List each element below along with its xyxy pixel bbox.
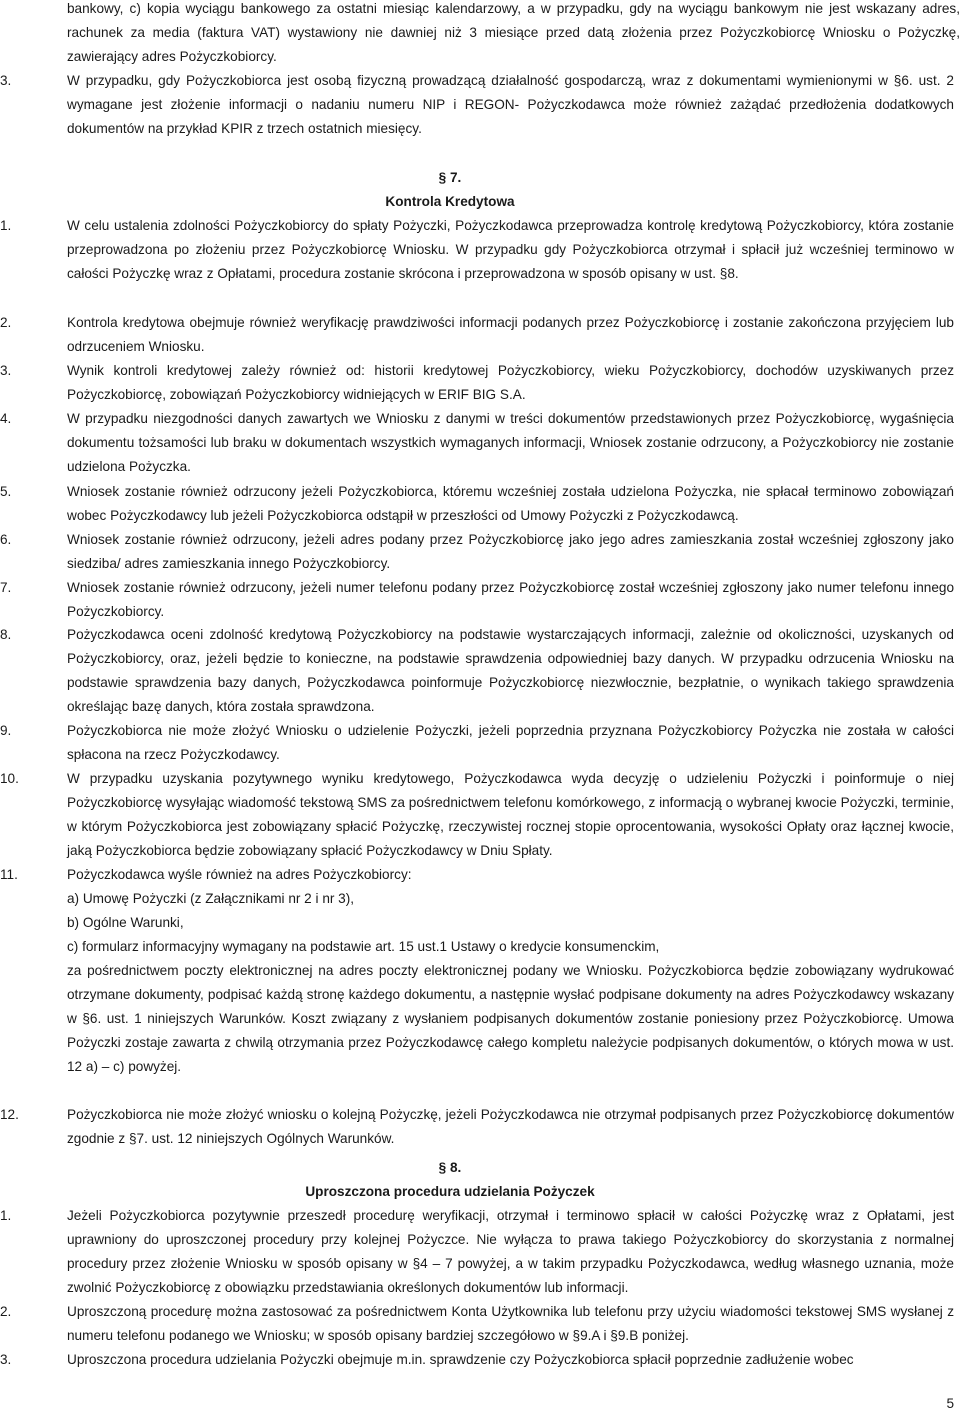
item-text: Wniosek zostanie również odrzucony jeżeli Pożyczkobiorca, któremu wcześniej została udzielona Pożyczka, nie spłacał terminowo zobowiązań wobec Pożyczkodawcy lub jeżeli Pożyczkobiorca odstąpił w przeszłości od Umowy Pożyczki z Pożyczkodawcą. xyxy=(67,484,954,523)
item-line: c) formularz informacyjny wymagany na podstawie art. 15 ust.1 Ustawy o kredycie konsumenckim, xyxy=(67,939,660,954)
item-number: 10. xyxy=(0,771,19,786)
item-number: 1. xyxy=(0,1208,12,1223)
item-text: Uproszczona procedura udzielania Pożyczki obejmuje m.in. sprawdzenie czy Pożyczkobiorca spłacił poprzednie zadłużenie wobec xyxy=(67,1352,854,1367)
section-title: Kontrola Kredytowa xyxy=(385,194,515,209)
item-text: Wniosek zostanie również odrzucony, jeżeli numer telefonu podany przez Pożyczkobiorcę został wcześniej zgłoszony jako numer telefonu innego Pożyczkobiorcy. xyxy=(67,580,954,619)
item-text: Pożyczkobiorca nie może złożyć Wniosku o udzielenie Pożyczki, jeżeli poprzednia przyznana Pożyczkobiorcy Pożyczka nie została w całości spłacona na rzecz Pożyczkodawcy. xyxy=(67,723,954,762)
item-number: 2. xyxy=(0,315,12,330)
section-number: § 8. xyxy=(438,1160,462,1175)
item-text: Pożyczkobiorca nie może złożyć wniosku o kolejną Pożyczkę, jeżeli Pożyczkodawca nie otrzymał podpisanych przez Pożyczkobiorcę dokumentów zgodnie z §7. ust. 12 niniejszych Ogólnych Warunków. xyxy=(67,1107,954,1146)
item-number: 11. xyxy=(0,867,18,882)
item-number: 1. xyxy=(0,218,12,233)
item-number: 4. xyxy=(0,411,12,426)
item-paragraph: za pośrednictwem poczty elektronicznej na adres poczty elektronicznej podany we Wniosku. Pożyczkobiorca będzie zobowiązany wydrukować otrzymane dokumenty, podpisać każdą stronę każdego dokumentu, a następnie wysłać podpisane dokumenty na adres Pożyczkodawcy wskazany w §6. ust. 1 niniejszych Warunków. Koszt związany z wysłaniem podpisanych dokumentów zostanie poniesiony przez Pożyczkobiorcę. Umowa Pożyczki zostaje zawarta z chwilą otrzymania przez Pożyczkodawcę całego kompletu należycie podpisanych dokumentów, o których mowa w ust. 12 a) – c) powyżej. xyxy=(67,963,954,1074)
item-text: W przypadku uzyskania pozytywnego wyniku kredytowego, Pożyczkodawca wyda decyzję o udzieleniu Pożyczki i poinformuje o niej Pożyczkobiorcę wysyłając wiadomość tekstową SMS za pośrednictwem telefonu komórkowego, z informacją o wybranej kwocie Pożyczki, terminie, w którym Pożyczkobiorca jest zobowiązany spłacić Pożyczkę, rzeczywistej rocznej stopie oprocentowania, wysokości Opłaty oraz łącznej kwocie, jaką Pożyczkobiorca będzie zobowiązany spłacić Pożyczkodawcy w Dniu Spłaty. xyxy=(67,771,954,858)
item-line: Pożyczkodawca wyśle również na adres Pożyczkobiorcy: xyxy=(67,867,412,882)
item-text: Wniosek zostanie również odrzucony, jeżeli adres podany przez Pożyczkobiorcę jako jego adres zamieszkania został wcześniej zgłoszony jako siedziba/ adres zamieszkania innego Pożyczkobiorcy. xyxy=(67,532,954,571)
item-line: b) Ogólne Warunki, xyxy=(67,915,184,930)
item-text: Wynik kontroli kredytowej zależy również od: historii kredytowej Pożyczkobiorcy, wieku Pożyczkobiorcy, dochodów uzyskiwanych przez Pożyczkobiorcę, zobowiązań Pożyczkobiorcy widniejących w ERIF BIG S.A. xyxy=(67,363,954,402)
paragraph-text: bankowy, c) kopia wyciągu bankowego za ostatni miesiąc kalendarzowy, a w przypadku, gdy na wyciągu bankowym nie jest wskazany adres, rachunek za media (faktura VAT) wystawiony nie dawniej niż 3 miesiące przed datą złożenia przez Pożyczkobiorcę Wniosku o Pożyczkę, zawierający adres Pożyczkobiorcy. xyxy=(67,1,960,64)
item-number: 3. xyxy=(0,73,12,88)
page-number: 5 xyxy=(946,1396,954,1411)
item-text: W przypadku niezgodności danych zawartych we Wniosku z danymi w treści dokumentów przedstawionych przez Pożyczkobiorcę, wygaśnięcia dokumentu tożsamości lub braku w dokumentach wszystkich wymaganych informacji, Wniosek zostanie odrzucony, a Pożyczkobiorcy nie zostanie udzielona Pożyczka. xyxy=(67,411,954,474)
item-text: W celu ustalenia zdolności Pożyczkobiorcy do spłaty Pożyczki, Pożyczkodawca przeprowadza kontrolę kredytową Pożyczkobiorcy, która zostanie przeprowadzona po złożeniu przez Pożyczkobiorcę Wniosku. W przypadku gdy Pożyczkobiorca otrzymał i spłacił już wcześniej terminowo w całości Pożyczkę wraz z Opłatami, procedura zostanie skrócona i przeprowadzona w sposób opisany w ust. §8. xyxy=(67,218,954,281)
section-title: Uproszczona procedura udzielania Pożyczek xyxy=(305,1184,595,1199)
item-text: Jeżeli Pożyczkobiorca pozytywnie przeszedł procedurę weryfikacji, otrzymał i terminowo spłacił w całości Pożyczkę wraz z Opłatami, jest uprawniony do uproszczonej procedury przy kolejnej Pożyczce. Nie wyłącza to prawa takiego Pożyczkobiorcy do skorzystania z normalnej procedury przez złożenie Wniosku w sposób opisany w §4 – 7 powyżej, a w takim przypadku Pożyczkodawca, według własnego uznania, może zwolnić Pożyczkobiorcę z obowiązku przedstawiania określonych dokumentów lub informacji. xyxy=(67,1208,954,1295)
item-text: W przypadku, gdy Pożyczkobiorca jest osobą fizyczną prowadzącą działalność gospodarczą, wraz z dokumentami wymienionymi w §6. ust. 2 wymagane jest złożenie informacji o nadaniu numeru NIP i REGON- Pożyczkodawca może również zażądać przedłożenia dodatkowych dokumentów na przykład KPIR z trzech ostatnich miesięcy. xyxy=(67,73,954,136)
item-number: 8. xyxy=(0,627,12,642)
item-number: 9. xyxy=(0,723,12,738)
item-number: 5. xyxy=(0,484,12,499)
item-text: Kontrola kredytowa obejmuje również weryfikację prawdziwości informacji podanych przez Pożyczkobiorcę i zostanie zakończona przyjęciem lub odrzuceniem Wniosku. xyxy=(67,315,954,354)
continuation-paragraph xyxy=(67,0,960,69)
item-text: Uproszczoną procedurę można zastosować za pośrednictwem Konta Użytkownika lub telefonu przy użyciu wiadomości tekstowej SMS wysłanej z numeru telefonu podanego we Wniosku; w sposób opisany bardziej szczegółowo w §9.A i §9.B poniżej. xyxy=(67,1304,954,1343)
item-text: Pożyczkodawca oceni zdolność kredytową Pożyczkobiorcy na podstawie wystarczających informacji, zależnie od okoliczności, uzyskanych od Pożyczkobiorcy, oraz, jeżeli będzie to konieczne, na podstawie sprawdzenia odpowiedniej bazy danych. W przypadku odrzucenia Wniosku na podstawie sprawdzenia bazy danych, Pożyczkodawca poinformuje Pożyczkobiorcę niezwłocznie, bezpłatnie, o wynikach takiego sprawdzenia określając bazę danych, która została sprawdzona. xyxy=(67,627,954,714)
item-number: 6. xyxy=(0,532,12,547)
section-number: § 7. xyxy=(438,170,462,185)
item-number: 12. xyxy=(0,1107,19,1122)
item-line: a) Umowę Pożyczki (z Załącznikami nr 2 i nr 3), xyxy=(67,891,355,906)
item-number: 7. xyxy=(0,580,12,595)
item-number: 3. xyxy=(0,1352,12,1367)
item-number: 3. xyxy=(0,363,12,378)
item-number: 2. xyxy=(0,1304,12,1319)
item-text xyxy=(67,863,954,1079)
